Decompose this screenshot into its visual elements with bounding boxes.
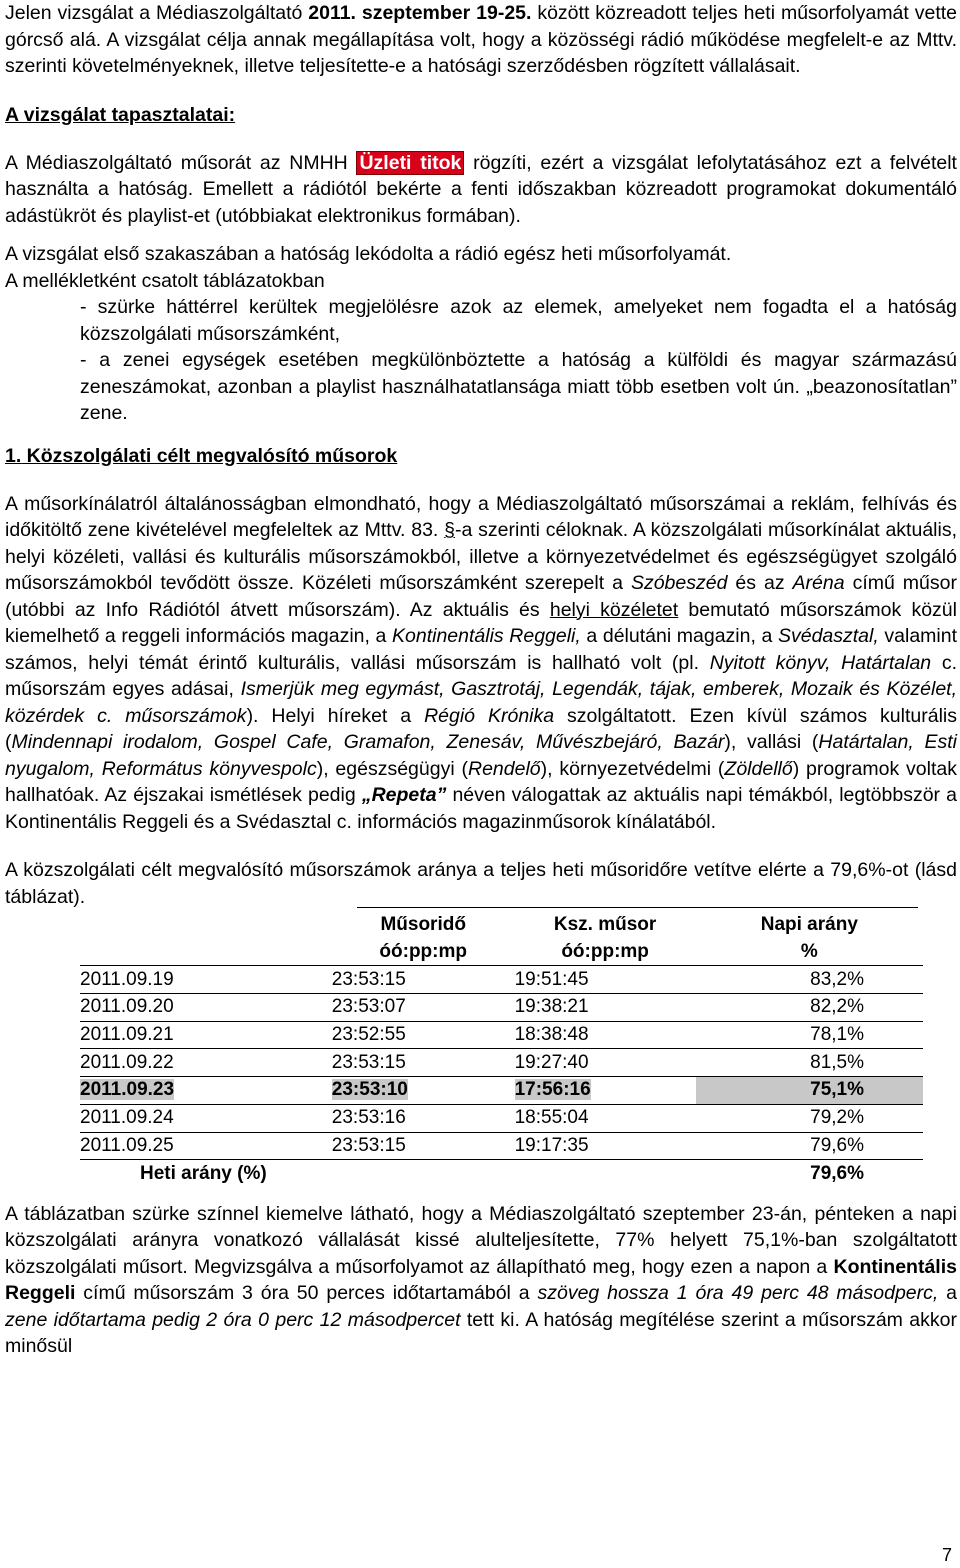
weekly-ratio-table xyxy=(80,912,923,1187)
cell-date: 2011.09.25 xyxy=(80,1132,332,1160)
cell-ratio: 79,2% xyxy=(696,1104,923,1132)
highlighted-value: 17:56:16 xyxy=(514,1079,591,1101)
cell-ratio: 78,1% xyxy=(696,1021,923,1049)
cell-total: 23:53:15 xyxy=(332,1049,515,1077)
cell-ksz: 19:38:21 xyxy=(515,994,696,1022)
intro-paragraph: Jelen vizsgálat a Médiaszolgáltató 2011. szeptember 19-25. között közreadott teljes heti műsorfolyamát vette górcső alá. A vizsgálat célja annak megállapítása volt, hogy a közösségi rádió működése megfelelt-e az Mttv. szerinti követelményeknek, illetve teljesítette-e a hatósági szerződésben rögzített vállalásait. xyxy=(5,2,957,77)
cell-ksz: 19:27:40 xyxy=(515,1049,696,1077)
table-row xyxy=(80,1049,923,1077)
cell-date xyxy=(80,1077,332,1105)
table-row xyxy=(80,1104,923,1132)
section-1-heading: 1. Közszolgálati célt megvalósító műsorok xyxy=(5,444,398,467)
cell-ksz: 18:55:04 xyxy=(515,1104,696,1132)
closing-paragraph: A táblázatban szürke színnel kiemelve látható, hogy a Médiaszolgáltató szeptember 23-án, pénteken a napi közszolgálati arányra vonatkozó vállalását kissé alulteljesítette, 77% helyett 75,1%-ban szolgáltatott közszolgálati műsort. Megvizsgálva a műsorfolyamot az állapítható meg, hogy ezen a napon a Kontinentális Reggeli című műsorszám 3 óra 50 perces időtartamából a szöveg hossza 1 óra 49 perc 48 másodperc, a zene időtartama pedig 2 óra 0 perc 12 másodpercet tett ki. A hatóság megítélése szerint a műsorszám akkor minősül xyxy=(5,1202,958,1358)
cell-date: 2011.09.24 xyxy=(80,1104,332,1132)
cell-ksz xyxy=(515,1077,696,1105)
table-header-units-row: óó:pp:mp óó:pp:mp % xyxy=(80,939,923,966)
period-dates: 2011. szeptember 19-25. xyxy=(308,2,532,24)
cell-total: 23:53:07 xyxy=(332,994,515,1022)
table-row xyxy=(80,1077,923,1105)
header-daily-ratio: Napi arány xyxy=(760,914,858,936)
table-row xyxy=(80,1021,923,1049)
findings-paragraph-1: A Médiaszolgáltató műsorát az NMHH Üzleti titok rögzíti, ezért a vizsgálat lefolytatásához ezt a felvételt használta a hatóság. Emellett a rádiótól bekérte a fenti időszakban közreadott programokat dokumentáló adástükröt és playlist-et (utóbbiakat elektronikus formában). xyxy=(5,151,957,227)
ratio-paragraph: A közszolgálati célt megvalósító műsorszámok aránya a teljes heti műsoridőre vetítve elérte a 79,6%-ot (lásd táblázat). xyxy=(5,859,957,908)
table-total-row: Heti arány (%) 79,6% xyxy=(80,1160,923,1187)
cell-ratio: 79,6% xyxy=(696,1132,923,1160)
table-row xyxy=(80,966,923,994)
document-page xyxy=(5,0,957,1360)
cell-ratio: 75,1% xyxy=(696,1077,923,1105)
cell-total: 23:53:15 xyxy=(332,966,515,994)
cell-ksz: 18:38:48 xyxy=(515,1021,696,1049)
bullet-gray-background: - szürke háttérrel kerültek megjelölésre azok az elemek, amelyeket nem fogadta el a hatóság közszolgálati műsorszámként, xyxy=(80,296,957,345)
cell-ksz: 19:51:45 xyxy=(515,966,696,994)
cell-total xyxy=(332,1077,515,1105)
header-total-time: Műsoridő xyxy=(380,914,466,936)
bullet-music-units: - a zenei egységek esetében megkülönböztette a hatóság a külföldi és magyar származású zeneszámokat, azonban a playlist használhatatlansága miatt több esetben volt ún. „beazonosítatlan” zene. xyxy=(80,349,957,424)
table-row xyxy=(80,994,923,1022)
weekly-ratio-value: 79,6% xyxy=(810,1162,864,1184)
table-row xyxy=(80,1132,923,1160)
findings-heading: A vizsgálat tapasztalatai: xyxy=(5,103,236,126)
cell-ratio: 81,5% xyxy=(696,1049,923,1077)
cell-date: 2011.09.21 xyxy=(80,1021,332,1049)
table-header-row xyxy=(80,912,923,939)
section-1-paragraph: A műsorkínálatról általánosságban elmondható, hogy a Médiaszolgáltató műsorszámai a reklám, felhívás és időkitöltő zene kivételével megfeleltek az Mttv. 83. §-a szerinti céloknak. A közszolgálati műsorkínálat aktuális, helyi közéleti, vallási és kulturális műsorszámokból, illetve a környezetvédelmet és egészségügyet szolgáló műsorszámokból tevődött össze. Közéleti műsorszámként szerepelt a Szóbeszéd és az Aréna című műsor (utóbbi az Info Rádiótól átvett műsorszám). Az aktuális és helyi közéletet bemutató műsorszámok közül kiemelhető a reggeli információs magazin, a Kontinentális Reggeli, a délutáni magazin, a Svédasztal, valamint számos, helyi témát érintő kulturális, vallási műsorszám is hallható volt (pl. Nyitott könyv, Határtalan c. műsorszám egyes adásai, Ismerjük meg egymást, Gasztrotáj, Legendák, tájak, emberek, Mozaik és Közélet, közérdek c. műsorszámok). Helyi híreket a Régió Krónika szolgáltatott. Ezen kívül számos kulturális (Mindennapi irodalom, Gospel Cafe, Gramafon, Zenesáv, Művészbejáró, Bazár), vallási (Határtalan, Esti nyugalom, Református könyvespolc), egészségügyi (Rendelő), környezetvédelmi (Zöldellő) programok voltak hallhatóak. Az éjszakai ismétlések pedig „Repeta” néven válogattak az aktuális napi témákból, legtöbbször a Kontinentális Reggeli és a Svédasztal c. információs magazinműsorok kínálatából. xyxy=(5,492,957,833)
cell-date: 2011.09.22 xyxy=(80,1049,332,1077)
cell-ratio: 83,2% xyxy=(696,966,923,994)
cell-total: 23:53:16 xyxy=(332,1104,515,1132)
cell-total: 23:52:55 xyxy=(332,1021,515,1049)
table-top-rule xyxy=(357,907,918,908)
findings-paragraph-3: A mellékletként csatolt táblázatokban xyxy=(5,269,325,292)
highlighted-value: 2011.09.23 xyxy=(80,1079,175,1101)
findings-paragraph-2: A vizsgálat első szakaszában a hatóság lekódolta a rádió egész heti műsorfolyamát. xyxy=(5,243,732,265)
cell-date: 2011.09.19 xyxy=(80,966,332,994)
cell-ksz: 19:17:35 xyxy=(515,1132,696,1160)
page-number: 7 xyxy=(941,1545,952,1565)
cell-total: 23:53:15 xyxy=(332,1132,515,1160)
header-ksz-time: Ksz. műsor xyxy=(553,914,657,936)
cell-ratio: 82,2% xyxy=(696,994,923,1022)
highlighted-value: 23:53:10 xyxy=(331,1079,408,1101)
trade-secret-badge: Üzleti titok xyxy=(356,151,464,175)
cell-date: 2011.09.20 xyxy=(80,994,332,1022)
